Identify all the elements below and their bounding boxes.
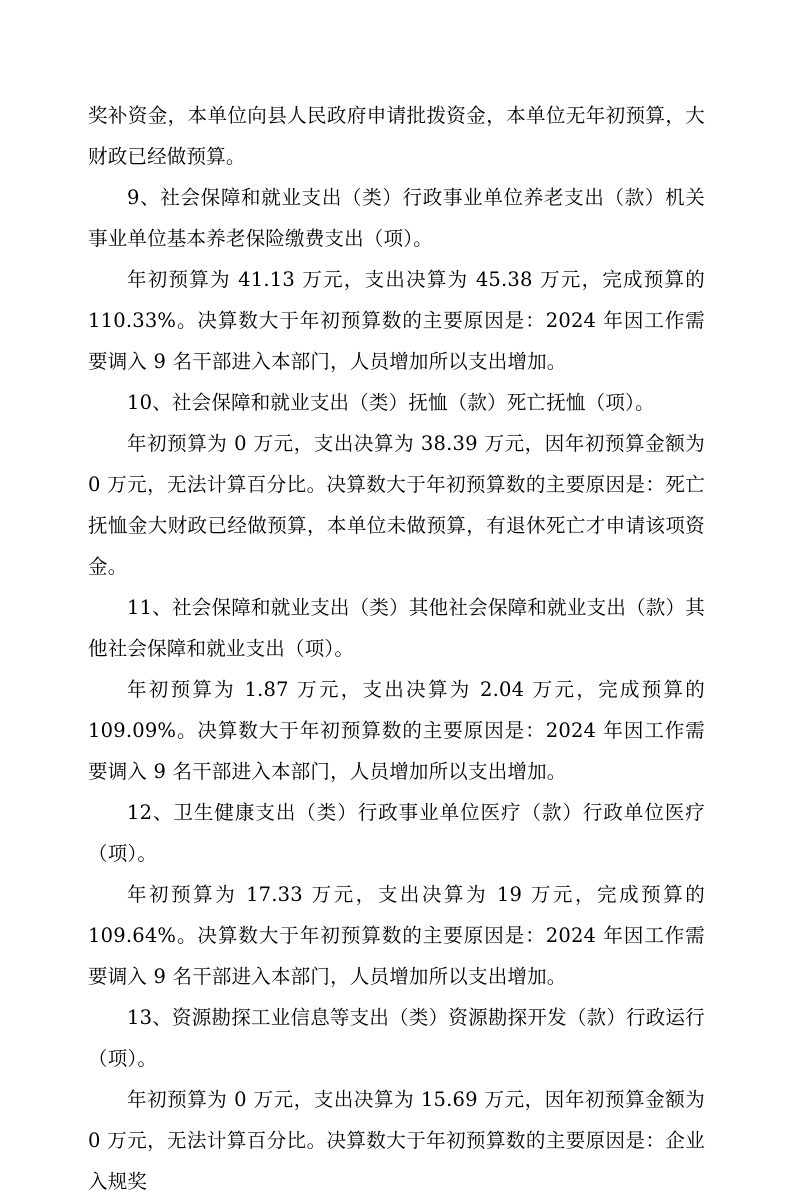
paragraph: 12、卫生健康支出（类）行政事业单位医疗（款）行政单位医疗（项）。 <box>88 801 705 865</box>
paragraph: 年初预算为 0 万元，支出决算为 38.39 万元，因年初预算金额为 0 万元，无法计算百分比。决算数大于年初预算数的主要原因是：死亡抚恤金大财政已经做预算，本单位未做预算，有退休死亡才申请该项资金。 <box>88 432 705 578</box>
paragraph: 年初预算为 1.87 万元，支出决算为 2.04 万元，完成预算的 109.09%。决算数大于年初预算数的主要原因是：2024 年因工作需要调入 9 名干部进入本部门，人员增加所以支出增加。 <box>88 678 705 783</box>
paragraph: 11、社会保障和就业支出（类）其他社会保障和就业支出（款）其他社会保障和就业支出（项）。 <box>88 596 705 660</box>
paragraph: 年初预算为 17.33 万元，支出决算为 19 万元，完成预算的 109.64%。决算数大于年初预算数的主要原因是：2024 年因工作需要调入 9 名干部进入本部门，人员增加所以支出增加。 <box>88 883 705 988</box>
paragraph: 年初预算为 0 万元，支出决算为 15.69 万元，因年初预算金额为 0 万元，无法计算百分比。决算数大于年初预算数的主要原因是：企业入规奖 <box>88 1088 705 1193</box>
paragraph: 奖补资金，本单位向县人民政府申请批拨资金，本单位无年初预算，大财政已经做预算。 <box>88 104 705 168</box>
paragraph: 10、社会保障和就业支出（类）抚恤（款）死亡抚恤（项）。 <box>127 391 655 414</box>
paragraph: 13、资源勘探工业信息等支出（类）资源勘探开发（款）行政运行（项）。 <box>88 1006 705 1070</box>
paragraph: 9、社会保障和就业支出（类）行政事业单位养老支出（款）机关事业单位基本养老保险缴费支出（项）。 <box>88 186 705 250</box>
document-body <box>88 95 705 1202</box>
paragraph: 年初预算为 41.13 万元，支出决算为 45.38 万元，完成预算的 110.33%。决算数大于年初预算数的主要原因是：2024 年因工作需要调入 9 名干部进入本部门，人员增加所以支出增加。 <box>88 268 705 373</box>
